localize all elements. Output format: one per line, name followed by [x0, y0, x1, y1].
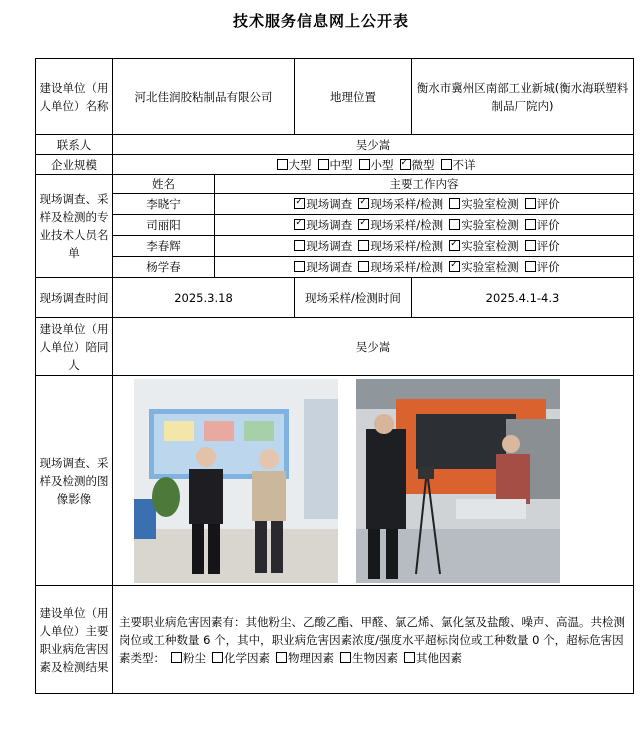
scale-options	[113, 155, 634, 175]
checkbox-label: 物理因素	[288, 650, 334, 665]
checkbox-option[interactable]	[519, 260, 560, 274]
escort-label: 建设单位（用人单位）陪同人	[36, 318, 113, 376]
checkbox-label: 生物因素	[352, 650, 398, 665]
unchecked-box-icon[interactable]	[525, 261, 536, 272]
unit-name: 河北佳润胶粘制品有限公司	[113, 59, 295, 135]
images-label: 现场调查、采样及检测的图像影像	[36, 376, 113, 586]
checkbox-option[interactable]	[443, 260, 519, 274]
site-sampling-photo	[356, 379, 560, 583]
checkbox-option[interactable]	[352, 239, 443, 253]
checkbox-label: 现场调查	[306, 218, 353, 232]
checked-box-icon[interactable]	[400, 159, 411, 170]
checkbox-label: 化学因素	[224, 650, 270, 665]
unchecked-box-icon[interactable]	[359, 159, 370, 170]
staff-name: 杨学春	[113, 257, 215, 278]
checkbox-option[interactable]	[398, 651, 462, 665]
checkbox-option[interactable]	[443, 197, 519, 211]
checked-box-icon[interactable]	[449, 240, 460, 251]
checkbox-option[interactable]	[312, 158, 353, 172]
checkbox-option[interactable]	[519, 239, 560, 253]
contact-label: 联系人	[36, 135, 113, 155]
checkbox-option[interactable]	[519, 197, 560, 211]
unchecked-box-icon[interactable]	[404, 652, 415, 663]
checkbox-option[interactable]	[288, 218, 352, 232]
checkbox-label: 评价	[536, 239, 560, 253]
staff-work-checks	[215, 236, 634, 257]
unchecked-box-icon[interactable]	[318, 159, 329, 170]
checkbox-label: 现场采样/检测	[370, 239, 444, 253]
checkbox-option[interactable]	[165, 651, 206, 665]
checkbox-label: 小型	[370, 157, 394, 172]
unchecked-box-icon[interactable]	[449, 198, 460, 209]
checkbox-label: 实验室检测	[461, 260, 519, 274]
unchecked-box-icon[interactable]	[171, 652, 182, 663]
checkbox-label: 评价	[536, 260, 560, 274]
checkbox-label: 现场采样/检测	[370, 218, 444, 232]
staff-name: 李晓宁	[113, 194, 215, 215]
result-type-options	[165, 651, 462, 665]
checkbox-option[interactable]	[270, 651, 334, 665]
checkbox-option[interactable]	[435, 158, 476, 172]
result-text: 主要职业病危害因素有：其他粉尘、乙酸乙酯、甲醛、氯乙烯、氯化氢及盐酸、噪声、高温。共检测岗位或工种数量 6 个，其中，职业病危害因素浓度/强度水平超标岗位或工种数量 0 个，超标危害因素类型：	[119, 614, 625, 665]
escort-value: 吴少嵩	[113, 318, 634, 376]
checkbox-label: 粉尘	[183, 650, 206, 665]
checkbox-option[interactable]	[288, 197, 352, 211]
checkbox-option[interactable]	[519, 218, 560, 232]
checkbox-label: 现场采样/检测	[370, 260, 444, 274]
checkbox-option[interactable]	[271, 158, 312, 172]
unchecked-box-icon[interactable]	[294, 240, 305, 251]
page-title: 技术服务信息网上公开表	[232, 12, 409, 30]
checked-box-icon[interactable]	[449, 261, 460, 272]
checkbox-label: 评价	[536, 197, 560, 211]
checkbox-label: 中型	[329, 157, 353, 172]
unchecked-box-icon[interactable]	[441, 159, 452, 170]
staff-name: 司丽阳	[113, 215, 215, 236]
result-cell	[113, 586, 634, 694]
scale-label: 企业规模	[36, 155, 113, 175]
staff-name: 李春辉	[113, 236, 215, 257]
images-cell	[113, 376, 634, 586]
staff-name-header: 姓名	[113, 175, 215, 194]
unchecked-box-icon[interactable]	[340, 652, 351, 663]
location-value: 衡水市冀州区南部工业新城(衡水海联塑料制品厂院内)	[412, 59, 634, 135]
contact-value: 吴少嵩	[113, 135, 634, 155]
staff-label: 现场调查、采样及检测的专业技术人员名单	[36, 175, 113, 278]
checked-box-icon[interactable]	[358, 219, 369, 230]
unchecked-box-icon[interactable]	[525, 219, 536, 230]
checkbox-option[interactable]	[443, 239, 519, 253]
checkbox-label: 微型	[411, 157, 435, 172]
checkbox-label: 评价	[536, 218, 560, 232]
checked-box-icon[interactable]	[294, 219, 305, 230]
unchecked-box-icon[interactable]	[449, 219, 460, 230]
staff-work-checks	[215, 257, 634, 278]
unchecked-box-icon[interactable]	[212, 652, 223, 663]
site-survey-photo	[134, 379, 338, 583]
unit-label: 建设单位（用人单位）名称	[36, 59, 113, 135]
checkbox-option[interactable]	[394, 158, 435, 172]
sampling-time-value: 2025.4.1-4.3	[412, 278, 634, 318]
checkbox-label: 大型	[288, 157, 312, 172]
checkbox-option[interactable]	[334, 651, 398, 665]
checkbox-label: 实验室检测	[461, 239, 519, 253]
unchecked-box-icon[interactable]	[277, 159, 288, 170]
checkbox-label: 不详	[452, 157, 476, 172]
checked-box-icon[interactable]	[358, 198, 369, 209]
checkbox-option[interactable]	[206, 651, 270, 665]
unchecked-box-icon[interactable]	[525, 240, 536, 251]
checkbox-label: 其他因素	[416, 650, 462, 665]
result-label: 建设单位（用人单位）主要职业病危害因素及检测结果	[36, 586, 113, 694]
unchecked-box-icon[interactable]	[525, 198, 536, 209]
unchecked-box-icon[interactable]	[294, 261, 305, 272]
survey-time-value: 2025.3.18	[113, 278, 295, 318]
checkbox-option[interactable]	[352, 260, 443, 274]
location-label: 地理位置	[295, 59, 412, 135]
checked-box-icon[interactable]	[294, 198, 305, 209]
survey-time-label: 现场调查时间	[36, 278, 113, 318]
checkbox-label: 现场调查	[306, 197, 353, 211]
checkbox-label: 现场采样/检测	[370, 197, 444, 211]
staff-work-checks	[215, 215, 634, 236]
checkbox-option[interactable]	[353, 158, 394, 172]
checkbox-label: 现场调查	[306, 239, 353, 253]
staff-work-checks	[215, 194, 634, 215]
checkbox-option[interactable]	[352, 218, 443, 232]
unchecked-box-icon[interactable]	[358, 240, 369, 251]
unchecked-box-icon[interactable]	[358, 261, 369, 272]
checkbox-option[interactable]	[352, 197, 443, 211]
checkbox-option[interactable]	[443, 218, 519, 232]
staff-work-header: 主要工作内容	[215, 175, 634, 194]
checkbox-label: 实验室检测	[461, 197, 519, 211]
info-table	[35, 58, 634, 694]
checkbox-option[interactable]	[288, 260, 352, 274]
checkbox-option[interactable]	[288, 239, 352, 253]
checkbox-label: 实验室检测	[461, 218, 519, 232]
checkbox-label: 现场调查	[306, 260, 353, 274]
sampling-time-label: 现场采样/检测时间	[295, 278, 412, 318]
unchecked-box-icon[interactable]	[276, 652, 287, 663]
